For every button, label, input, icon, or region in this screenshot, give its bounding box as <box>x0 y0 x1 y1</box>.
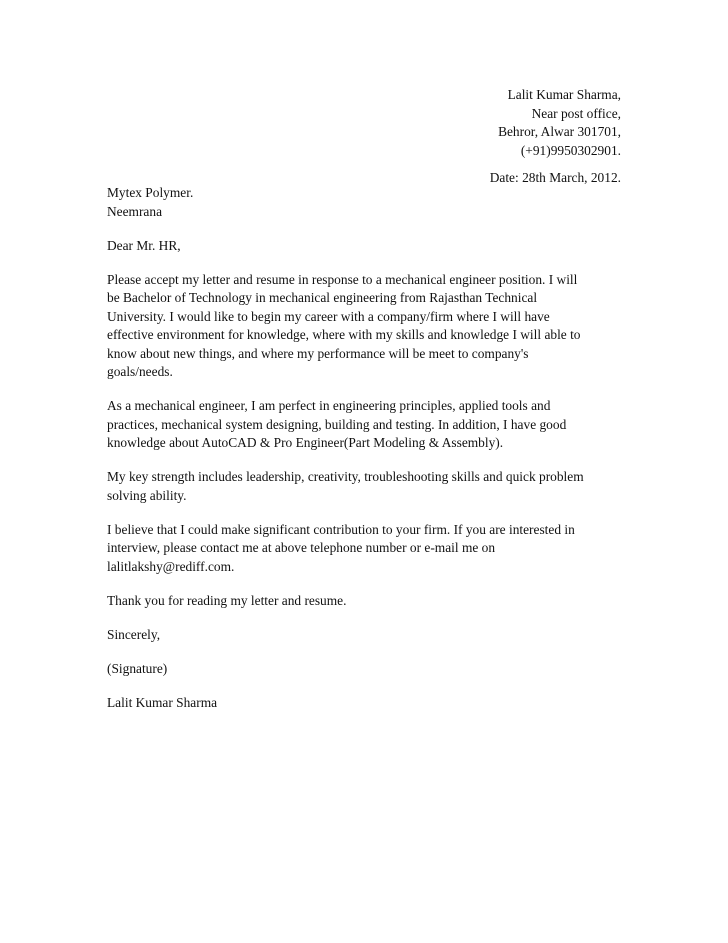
signature-placeholder: (Signature) <box>107 660 168 676</box>
paragraph-line: know about new things, and where my performance will be meet to company's <box>107 345 529 361</box>
paragraph-line: As a mechanical engineer, I am perfect in engineering principles, applied tools and <box>107 398 551 413</box>
sender-address-line1: Near post office, <box>531 105 621 121</box>
paragraph-line: interview, please contact me at above telephone number or e-mail me on <box>107 540 496 555</box>
sender-address-block <box>321 86 621 160</box>
paragraph-1 <box>107 271 627 382</box>
paragraph-line: knowledge about AutoCAD & Pro Engineer(Part Modeling & Assembly). <box>107 435 504 450</box>
letter-date: Date: 28th March, 2012. <box>489 170 621 185</box>
paragraph-5 <box>107 592 627 611</box>
paragraph-4 <box>107 521 627 577</box>
paragraph-line: effective environment for knowledge, where with my skills and knowledge I will able to <box>107 327 581 342</box>
paragraph-3 <box>107 468 627 505</box>
sender-phone: (+91)9950302901. <box>520 142 621 158</box>
paragraph-line: lalitlakshy@rediff.com. <box>107 558 235 574</box>
paragraph-line: solving ability. <box>107 487 187 503</box>
paragraph-line: University. I would like to begin my career with a company/firm where I will have <box>107 308 550 324</box>
sender-address-line2: Behror, Alwar 301701, <box>498 124 621 139</box>
paragraph-line: Please accept my letter and resume in response to a mechanical engineer position. I will <box>107 271 578 287</box>
signer-name: Lalit Kumar Sharma <box>107 694 218 710</box>
closing: Sincerely, <box>107 626 161 642</box>
paragraph-line: Thank you for reading my letter and resume. <box>107 592 347 608</box>
paragraph-line: be Bachelor of Technology in mechanical engineering from Rajasthan Technical <box>107 290 538 305</box>
salutation: Dear Mr. HR, <box>107 237 181 253</box>
paragraph-2 <box>107 397 627 453</box>
recipient-location: Neemrana <box>107 203 163 219</box>
letter-body <box>107 184 627 712</box>
paragraph-line: practices, mechanical system designing, building and testing. In addition, I have good <box>107 416 567 432</box>
paragraph-line: My key strength includes leadership, creativity, troubleshooting skills and quick problem <box>107 469 584 484</box>
paragraph-line: I believe that I could make significant contribution to your firm. If you are interested in <box>107 521 575 537</box>
paragraph-line: goals/needs. <box>107 364 173 379</box>
recipient-company: Mytex Polymer. <box>107 185 194 200</box>
sender-name: Lalit Kumar Sharma, <box>507 87 621 102</box>
